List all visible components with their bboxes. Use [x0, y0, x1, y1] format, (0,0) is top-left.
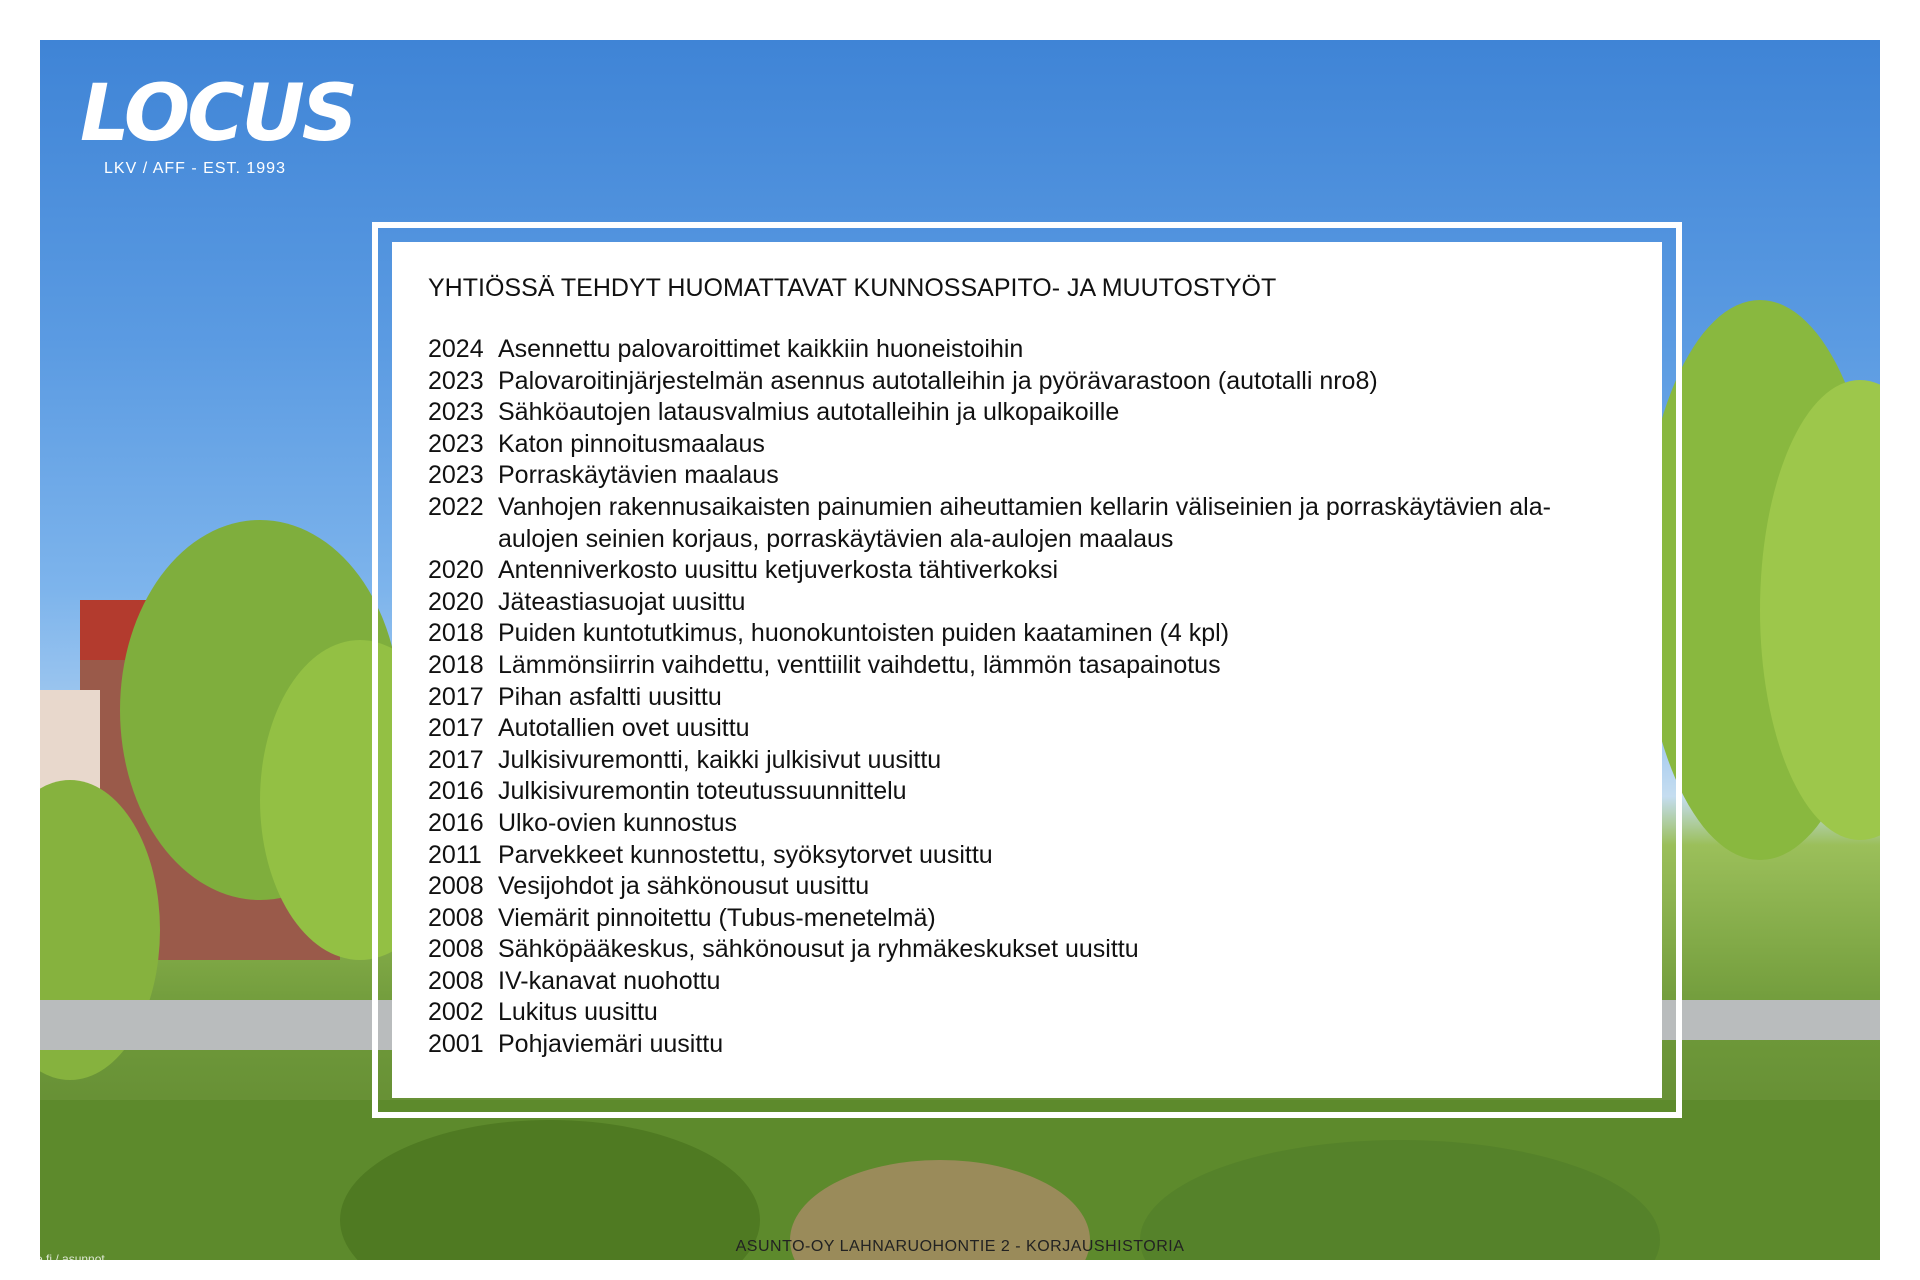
list-item: [428, 587, 1626, 619]
list-item: [428, 334, 1626, 366]
entry-year: 2018: [428, 619, 484, 648]
entry-year: 2020: [428, 587, 484, 616]
entry-year: 2018: [428, 650, 484, 679]
list-item: [428, 713, 1626, 745]
list-item: [428, 1029, 1626, 1061]
entry-text: Puiden kuntotutkimus, huonokuntoisten puiden kaataminen (4 kpl): [498, 619, 1230, 648]
entry-text: Lämmönsiirrin vaihdettu, venttiilit vaihdettu, lämmön tasapainotus: [498, 650, 1221, 679]
list-item: [428, 492, 1626, 555]
entry-text: Katon pinnoitusmaalaus: [498, 429, 765, 458]
list-item: [428, 934, 1626, 966]
list-item: [428, 397, 1626, 429]
list-item: [428, 460, 1626, 492]
image-credit: oikotie.fi / asunnot: [8, 1252, 105, 1266]
list-item: [428, 776, 1626, 808]
entry-text: Julkisivuremontti, kaikki julkisivut uusittu: [498, 745, 942, 774]
entry-year: 2008: [428, 935, 484, 964]
entry-text: Palovaroitinjärjestelmän asennus autotalleihin ja pyörävarastoon (autotalli nro8): [498, 366, 1378, 395]
list-item: [428, 808, 1626, 840]
logo-tagline: LKV / AFF - EST. 1993: [104, 160, 286, 177]
entry-year: 2023: [428, 366, 484, 395]
entry-year: 2023: [428, 461, 484, 490]
entry-text: Jäteastiasuojat uusittu: [498, 587, 746, 616]
entry-text: Vesijohdot ja sähkönousut uusittu: [498, 872, 870, 901]
entry-year: 2024: [428, 335, 484, 363]
entry-year: 2017: [428, 745, 484, 774]
list-item: [428, 366, 1626, 398]
entry-text: Viemärit pinnoitettu (Tubus-menetelmä): [498, 903, 936, 932]
list-item: [428, 871, 1626, 903]
entry-text: Lukitus uusittu: [498, 998, 658, 1027]
renovation-list: [428, 334, 1626, 1061]
entry-text: Vanhojen rakennusaikaisten painumien aiheuttamien kellarin väliseinien ja porraskäytävien ala-aulojen seinien korjaus, porraskäytävien ala-aulojen maalaus: [498, 492, 1551, 553]
renovation-panel: [392, 242, 1662, 1098]
entry-year: 2023: [428, 429, 484, 458]
list-item: [428, 840, 1626, 872]
entry-text: Autotallien ovet uusittu: [498, 714, 750, 743]
entry-year: 2008: [428, 903, 484, 932]
footer-caption: ASUNTO-OY LAHNARUOHONTIE 2 - KORJAUSHISTORIA: [735, 1238, 1185, 1255]
list-item: [428, 997, 1626, 1029]
entry-year: 2002: [428, 998, 484, 1027]
entry-year: 2008: [428, 966, 484, 995]
panel-title: YHTIÖSSÄ TEHDYT HUOMATTAVAT KUNNOSSAPITO- JA MUUTOSTYÖT: [428, 274, 1277, 302]
entry-text: Ulko-ovien kunnostus: [498, 808, 738, 837]
entry-year: 2020: [428, 556, 484, 585]
entry-text: Pihan asfaltti uusittu: [498, 682, 722, 711]
entry-text: Pohjaviemäri uusittu: [498, 1030, 724, 1059]
entry-text: Asennettu palovaroittimet kaikkiin huoneistoihin: [498, 335, 1024, 363]
list-item: [428, 650, 1626, 682]
logo-wordmark: LOCUS: [80, 69, 355, 159]
list-item: [428, 966, 1626, 998]
list-item: [428, 429, 1626, 461]
entry-text: Sähköpääkeskus, sähkönousut ja ryhmäkeskukset uusittu: [498, 935, 1139, 964]
entry-text: Sähköautojen latausvalmius autotalleihin ja ulkopaikoille: [498, 398, 1120, 427]
entry-year: 2011: [428, 840, 482, 869]
logo: [80, 69, 355, 178]
entry-text: Porraskäytävien maalaus: [498, 461, 779, 490]
entry-year: 2017: [428, 714, 484, 743]
entry-year: 2022: [428, 492, 484, 521]
entry-year: 2017: [428, 682, 484, 711]
entry-text: Julkisivuremontin toteutussuunnittelu: [498, 777, 907, 806]
list-item: [428, 903, 1626, 935]
entry-year: 2008: [428, 872, 484, 901]
list-item: [428, 745, 1626, 777]
entry-text: Parvekkeet kunnostettu, syöksytorvet uusittu: [498, 840, 993, 869]
list-item: [428, 555, 1626, 587]
entry-text: Antenniverkosto uusittu ketjuverkosta tähtiverkoksi: [498, 556, 1058, 585]
entry-year: 2016: [428, 808, 484, 837]
road-right: [1660, 1000, 1880, 1040]
list-item: [428, 682, 1626, 714]
entry-year: 2023: [428, 398, 484, 427]
entry-text: IV-kanavat nuohottu: [498, 966, 721, 995]
list-item: [428, 618, 1626, 650]
entry-year: 2016: [428, 777, 484, 806]
entry-year: 2001: [428, 1030, 484, 1059]
